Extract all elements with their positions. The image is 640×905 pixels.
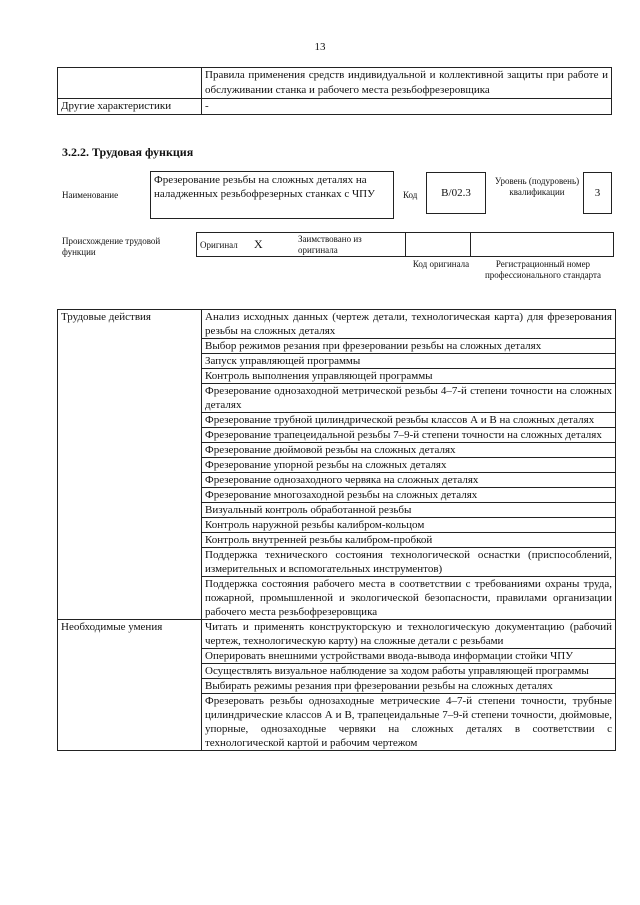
table-cell-text: - [202,99,612,115]
level-label: Уровень (подуровень) квалификации [494,176,580,197]
list-item: Контроль внутренней резьбы калибром-пробкой [202,533,616,548]
level-value-box: 3 [583,172,612,214]
list-item: Оперировать внешними устройствами ввода-вывода информации стойки ЧПУ [202,649,616,664]
code-label: Код [403,190,418,200]
section-title: 3.2.2. Трудовая функция [62,145,194,159]
list-item: Анализ исходных данных (чертеж детали, технологическая карта) для фрезерования резьбы на сложных деталях [202,310,616,339]
list-item: Контроль выполнения управляющей программы [202,369,616,384]
function-name-box: Фрезерование резьбы на сложных деталях на наладженных резьбофрезерных станках с ЧПУ [150,171,394,219]
section-head-skills: Необходимые умения [58,620,202,751]
table-row [197,233,614,257]
table-row [58,99,612,115]
list-item: Фрезерование трубной цилиндрической резьбы классов А и В на сложных деталях [202,413,616,428]
code-original-caption: Код оригинала [412,259,470,269]
list-item: Осуществлять визуальное наблюдение за ходом работы управляющей программы [202,664,616,679]
page-number: 13 [314,41,326,53]
list-item: Фрезерование многозаходной резьбы на сложных деталях [202,488,616,503]
function-content-table [57,309,616,751]
list-item: Поддержка состояния рабочего места в соответствии с требованиями охраны труда, пожарной, промышленной и экологической безопасности, правилами организации рабочего места резьбофрезеровщика [202,577,616,620]
section-head-actions: Трудовые действия [58,310,202,620]
list-item: Контроль наружной резьбы калибром-кольцом [202,518,616,533]
list-item: Фрезерование однозаходной метрической резьбы 4–7-й степени точности на сложных деталях [202,384,616,413]
list-item: Фрезерование трапецеидальной резьбы 7–9-й степени точности на сложных деталях [202,428,616,443]
code-original-cell [406,233,471,257]
origin-table [196,232,614,257]
borrowed-cell: Заимствовано из оригинала [295,233,406,257]
top-table [57,67,612,115]
list-item: Фрезерование однозаходного червяка на сложных деталях [202,473,616,488]
list-item: Выбор режимов резания при фрезеровании резьбы на сложных деталях [202,339,616,354]
table-row [58,620,616,649]
origin-label: Происхождение трудовой функции [62,236,161,257]
table-row [58,310,616,339]
list-item: Выбирать режимы резания при фрезеровании резьбы на сложных деталях [202,679,616,694]
original-mark: X [253,236,263,251]
table-cell-label: Другие характеристики [58,99,202,115]
table-row [58,68,612,99]
list-item: Читать и применять конструкторскую и технологическую документацию (рабочий чертеж, технологическую карту) на сложные детали с резьбами [202,620,616,649]
table-cell-label [58,68,202,99]
table-cell-text: Правила применения средств индивидуальной и коллективной защиты при работе и обслуживании станка и рабочего места резьбофрезеровщика [202,68,612,99]
name-label: Наименование [62,190,119,200]
list-item: Фрезерование дюймовой резьбы на сложных деталях [202,443,616,458]
reg-number-caption: Регистрационный номер профессионального стандарта [484,259,602,280]
list-item: Поддержка технического состояния технологической оснастки (приспособлений, измерительных и вспомогательных инструментов) [202,548,616,577]
list-item: Фрезерование упорной резьбы на сложных деталях [202,458,616,473]
list-item: Фрезеровать резьбы однозаходные метрические 4–7-й степени точности, трубные цилиндрические классов А и В, трапецеидальные 7–9-й степени точности, дюймовые, упорные, однозаходные червяки на сложных деталях в соответствии с технологической картой и рабочим чертежом [202,694,616,751]
original-label: Оригинал [200,239,238,250]
list-item: Запуск управляющей программы [202,354,616,369]
list-item: Визуальный контроль обработанной резьбы [202,503,616,518]
reg-number-cell [471,233,614,257]
original-cell [197,233,296,257]
code-value-box: B/02.3 [426,172,486,214]
